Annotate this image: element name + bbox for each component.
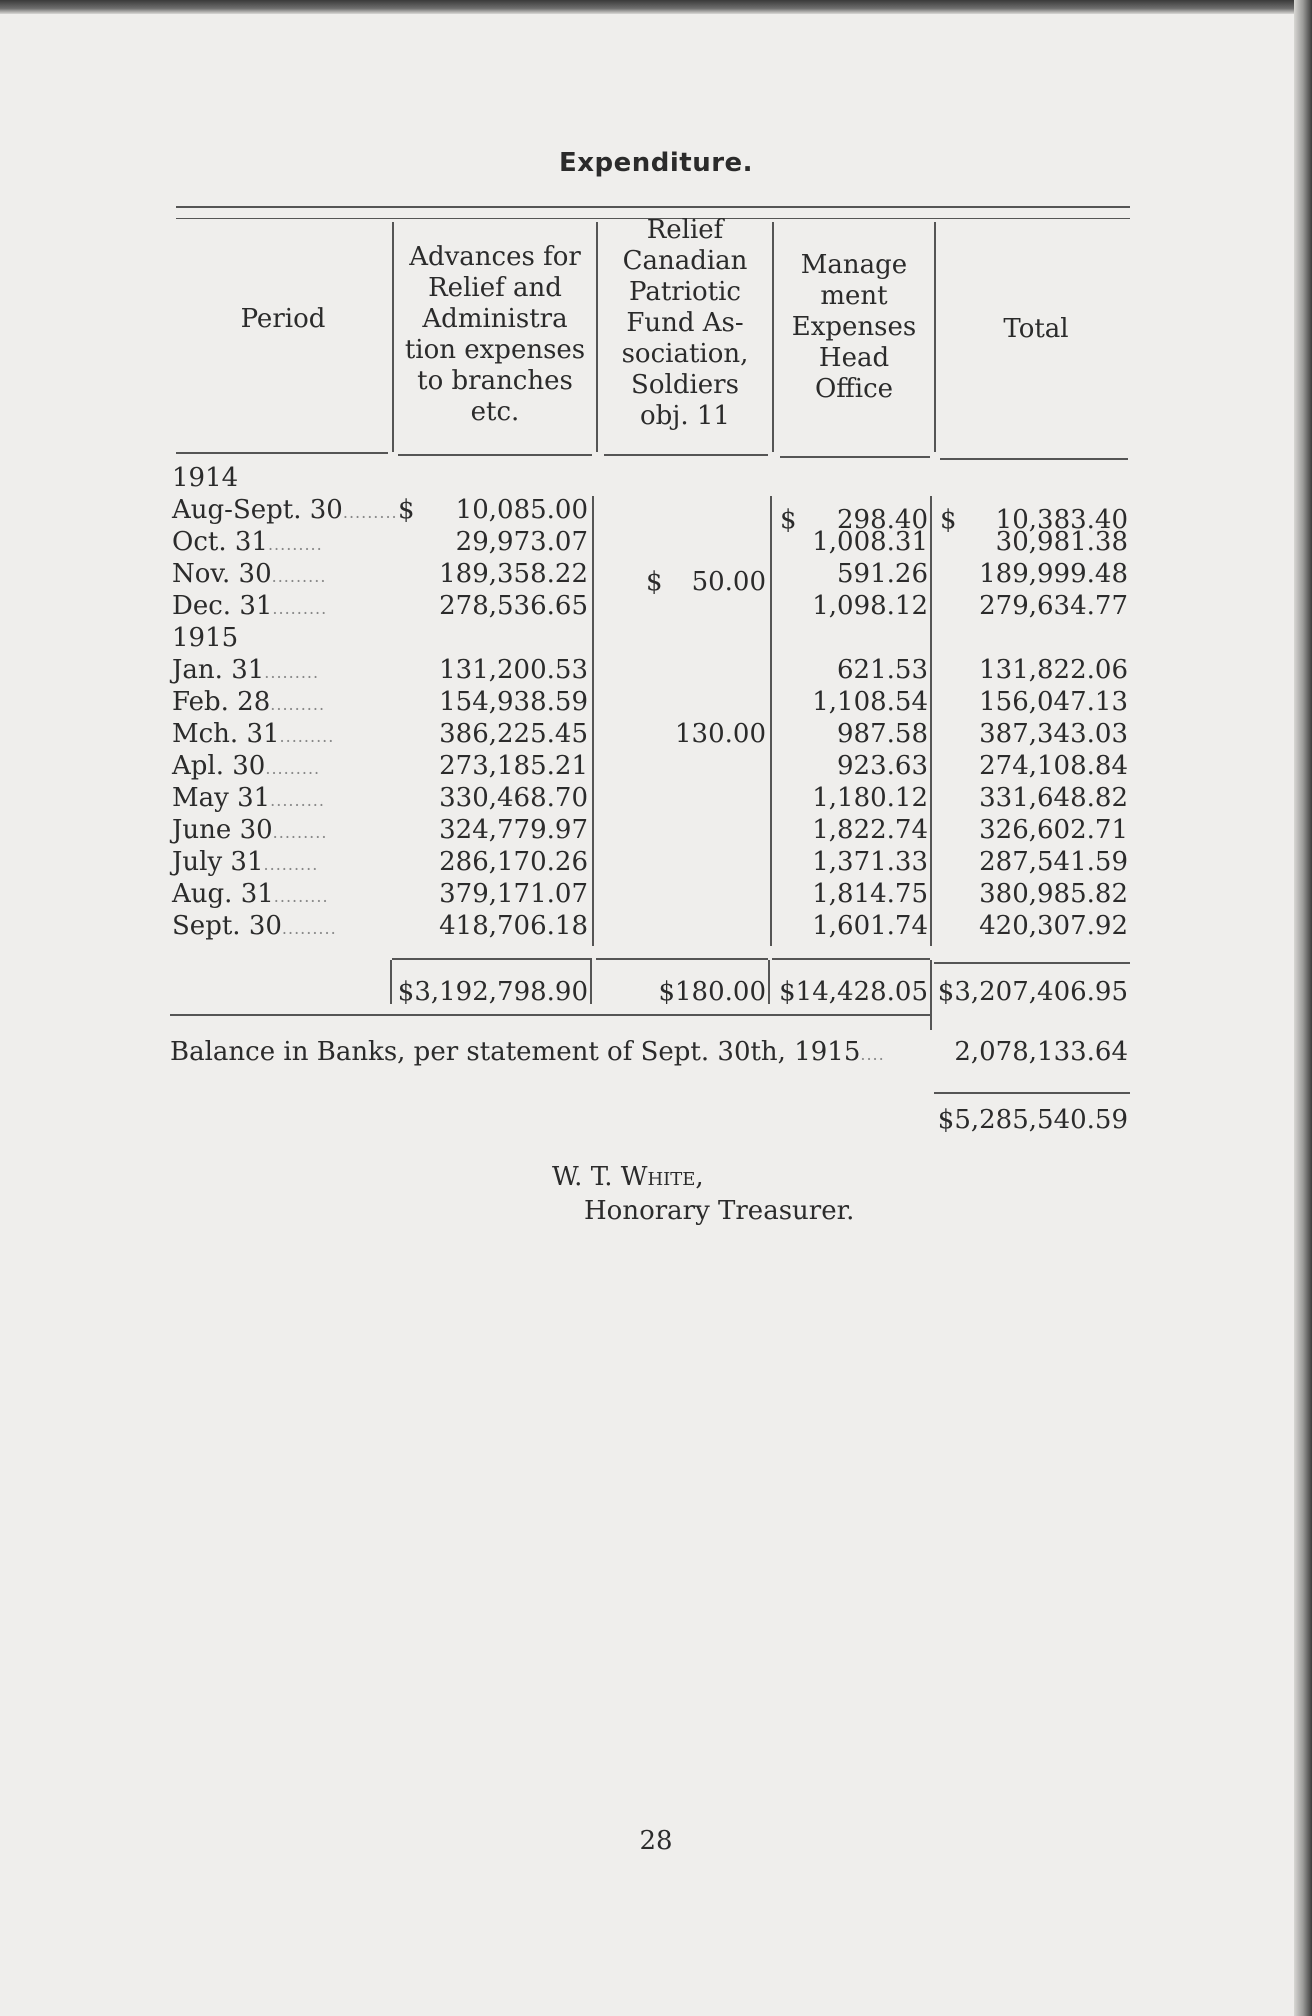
currency-symbol: $ <box>646 567 663 597</box>
column-divider <box>590 960 592 1004</box>
row-total: 156,047.13 <box>979 687 1128 717</box>
row-management: 621.53 <box>837 655 928 685</box>
row-management: 1,371.33 <box>812 847 928 877</box>
total-management: $14,428.05 <box>779 977 928 1007</box>
header-management: Manage ment Expenses Head Office <box>791 250 917 404</box>
row-total: 10,383.40 <box>995 505 1128 535</box>
row-period: Nov. 30......... <box>172 559 327 589</box>
balance-amount: 2,078,133.64 <box>954 1037 1128 1067</box>
row-period: May 31......... <box>172 783 325 813</box>
row-total: 331,648.82 <box>979 783 1128 813</box>
currency-symbol: $ <box>398 495 415 525</box>
row-advances: 286,170.26 <box>439 847 588 877</box>
column-divider <box>934 222 936 452</box>
totals-rule <box>596 958 768 960</box>
row-management: 923.63 <box>837 751 928 781</box>
header-advances: Advances for Relief and Administra tion expenses to branches etc. <box>404 242 586 427</box>
row-management: 987.58 <box>837 719 928 749</box>
year-label: 1915 <box>172 623 239 653</box>
currency-symbol: $ <box>940 505 957 535</box>
row-period: June 30......... <box>172 815 328 845</box>
header-rule-top <box>176 206 1130 208</box>
row-total: 189,999.48 <box>979 559 1128 589</box>
row-advances: 278,536.65 <box>439 591 588 621</box>
total-advances: $3,192,798.90 <box>397 977 588 1007</box>
signature-name: W. T. White, <box>552 1162 704 1192</box>
column-divider <box>772 222 774 452</box>
balance-label: Balance in Banks, per statement of Sept. 30th, 1915.... <box>170 1037 885 1067</box>
row-advances: 154,938.59 <box>439 687 588 717</box>
row-advances: 330,468.70 <box>439 783 588 813</box>
header-underline <box>604 454 768 456</box>
row-management: 1,822.74 <box>812 815 928 845</box>
header-period: Period <box>240 304 326 334</box>
row-advances: 324,779.97 <box>439 815 588 845</box>
row-total: 387,343.03 <box>979 719 1128 749</box>
totals-underline <box>170 1014 932 1016</box>
row-period: Mch. 31......... <box>172 719 335 749</box>
row-advances: 10,085.00 <box>455 495 588 525</box>
row-advances: 189,358.22 <box>439 559 588 589</box>
header-underline <box>940 458 1128 460</box>
grand-total: $5,285,540.59 <box>937 1105 1128 1135</box>
row-advances: 386,225.45 <box>439 719 588 749</box>
grand-total-rule <box>934 1092 1130 1094</box>
page-edge-right <box>1294 0 1312 2016</box>
totals-rule <box>392 958 592 960</box>
column-divider <box>392 222 394 452</box>
column-divider <box>592 496 594 946</box>
row-period: Sept. 30......... <box>172 911 337 941</box>
row-advances: 29,973.07 <box>455 527 588 557</box>
row-total: 420,307.92 <box>979 911 1128 941</box>
row-period: Dec. 31......... <box>172 591 328 621</box>
column-divider <box>596 222 598 452</box>
row-total: 279,634.77 <box>979 591 1128 621</box>
page-number: 28 <box>639 1826 673 1856</box>
row-management: 1,601.74 <box>812 911 928 941</box>
header-underline <box>398 454 592 456</box>
row-period: Apl. 30......... <box>172 751 321 781</box>
header-relief: Relief Canadian Patriotic Fund As- sociation, Soldiers obj. 11 <box>621 215 749 431</box>
total-total: $3,207,406.95 <box>937 977 1128 1007</box>
row-total: 287,541.59 <box>979 847 1128 877</box>
row-period: Feb. 28......... <box>172 687 326 717</box>
row-management: 1,098.12 <box>812 591 928 621</box>
header-underline <box>176 452 388 454</box>
row-advances: 273,185.21 <box>439 751 588 781</box>
row-total: 326,602.71 <box>979 815 1128 845</box>
totals-rule <box>772 958 930 960</box>
total-relief: $180.00 <box>658 977 766 1007</box>
row-relief: 50.00 <box>691 567 766 597</box>
row-period: Aug. 31......... <box>172 879 329 909</box>
page-title: Expenditure. <box>558 148 754 178</box>
page-edge-top <box>0 0 1312 14</box>
row-management: 1,814.75 <box>812 879 928 909</box>
row-period: Jan. 31......... <box>172 655 320 685</box>
row-relief: 130.00 <box>675 719 766 749</box>
row-total: 380,985.82 <box>979 879 1128 909</box>
row-management: 1,180.12 <box>812 783 928 813</box>
row-management: 591.26 <box>837 559 928 589</box>
row-total: 131,822.06 <box>979 655 1128 685</box>
signature-role: Honorary Treasurer. <box>584 1196 855 1226</box>
row-total: 274,108.84 <box>979 751 1128 781</box>
row-period: Oct. 31......... <box>172 527 323 557</box>
row-total: 30,981.38 <box>995 527 1128 557</box>
row-management: 1,108.54 <box>812 687 928 717</box>
row-advances: 379,171.07 <box>439 879 588 909</box>
row-advances: 131,200.53 <box>439 655 588 685</box>
totals-rule <box>934 962 1130 964</box>
row-period: July 31......... <box>172 847 319 877</box>
row-period: Aug-Sept. 30......... <box>172 495 398 525</box>
row-management: 298.40 <box>837 505 928 535</box>
column-divider <box>768 960 770 1004</box>
row-management: 1,008.31 <box>812 527 928 557</box>
row-advances: 418,706.18 <box>439 911 588 941</box>
header-underline <box>780 456 930 458</box>
header-total: Total <box>1003 314 1069 344</box>
year-label: 1914 <box>172 463 239 493</box>
currency-symbol: $ <box>780 505 797 535</box>
